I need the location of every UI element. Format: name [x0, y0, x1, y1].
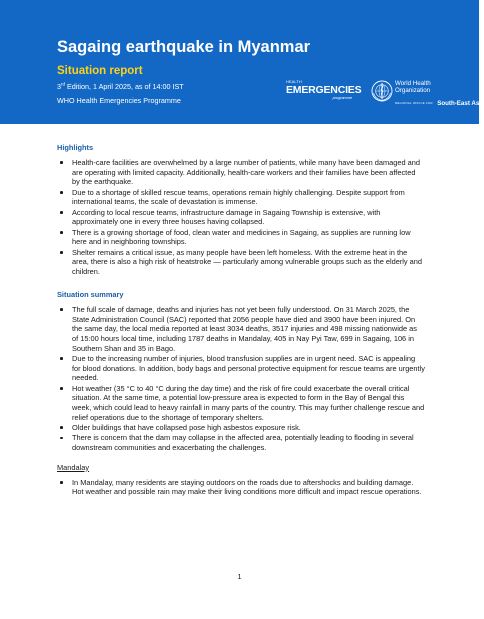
- list-item: Hot weather (35 °C to 40 °C during the day time) and the risk of fire could exacerbate the overall critical situation. At the same time, a potential low-pressure area is expected to form in the Bay of Bengal this week, which could lead to heavy rainfall in many parts of the country. This may further challenge rescue and relief operations due to the shortage of temporary shelters.: [57, 384, 425, 423]
- programme-name: WHO Health Emergencies Programme: [57, 96, 181, 105]
- he-logo-line2: EMERGENCIES: [286, 84, 362, 96]
- list-item: Health-care facilities are overwhelmed by a large number of patients, while many have been damaged and are operating with limited capacity. Additionally, health-care workers and their families have been affected by the earthquake.: [57, 158, 425, 187]
- who-name-line2: Organization: [395, 87, 431, 95]
- report-title: Sagaing earthquake in Myanmar: [57, 38, 311, 56]
- edition-number: 3: [57, 82, 61, 91]
- edition-date: Edition, 1 April 2025, as of 14:00 IST: [65, 82, 184, 91]
- who-region: South-East Asia: [437, 99, 484, 107]
- health-emergencies-logo: [286, 80, 362, 101]
- header-banner: [0, 0, 484, 124]
- list-item: Older buildings that have collapsed pose high asbestos exposure risk.: [57, 423, 425, 433]
- who-region-prefix: REGIONAL OFFICE FOR: [395, 101, 433, 106]
- highlights-heading: Highlights: [57, 143, 94, 152]
- who-logo-text: [395, 80, 484, 112]
- report-body: [57, 143, 425, 498]
- list-item: Shelter remains a critical issue, as many people have been left homeless. With the extreme heat in the area, there is also a high risk of heatstroke — particularly among vulnerable groups such as the elderly and children.: [57, 248, 425, 277]
- he-logo-line1: HEALTH: [286, 80, 302, 84]
- he-logo-line3: programme: [332, 96, 352, 100]
- list-item: There is concern that the dam may collapse in the affected area, potentially leading to flooding in several downstream communities and exacerbating the challenges.: [57, 433, 425, 452]
- list-item: Due to the increasing number of injuries, blood transfusion supplies are in urgent need. SAC is appealing for blood donations. In addition, body bags and personal protective equipment for rescue teams are urgently needed.: [57, 354, 425, 383]
- list-item: According to local rescue teams, infrastructure damage in Sagaing Township is extensive, with approximately one in every three houses having collapsed.: [57, 208, 425, 227]
- situation-summary-heading: Situation summary: [57, 289, 124, 299]
- edition-suffix: rd: [61, 81, 66, 87]
- edition-line: [57, 82, 184, 91]
- who-emblem-icon: [371, 80, 393, 102]
- report-subtitle: Situation report: [57, 65, 143, 77]
- mandalay-heading: Mandalay: [57, 462, 90, 472]
- list-item: In Mandalay, many residents are staying outdoors on the roads due to aftershocks and building damage. Hot weather and possible rain may make their living conditions more difficult and impact rescue operations.: [57, 478, 425, 497]
- page-number: 1: [237, 572, 242, 581]
- highlights-list: [57, 158, 425, 277]
- list-item: Due to a shortage of skilled rescue teams, operations remain highly challenging. Despite support from international teams, the scale of devastation is immense.: [57, 188, 425, 207]
- list-item: The full scale of damage, deaths and injuries has not yet been fully understood. On 31 March 2025, the State Administration Council (SAC) reported that 2056 people have died and 3900 have been injured. On the same day, the local media reported at least 3034 deaths, 3517 injuries and 498 missing nationwide as of 15:00 hours local time, including 1787 deaths in Mandalay, 405 in Nay Pyi Taw, 699 in Sagaing, 106 in Southern Shan and 35 in Bago.: [57, 305, 425, 354]
- situation-summary-list: [57, 305, 425, 453]
- mandalay-list: [57, 478, 425, 497]
- list-item: There is a growing shortage of food, clean water and medicines in Sagaing, as supplies are running low here and in neighboring townships.: [57, 228, 425, 247]
- who-name-line1: World Health: [395, 80, 431, 87]
